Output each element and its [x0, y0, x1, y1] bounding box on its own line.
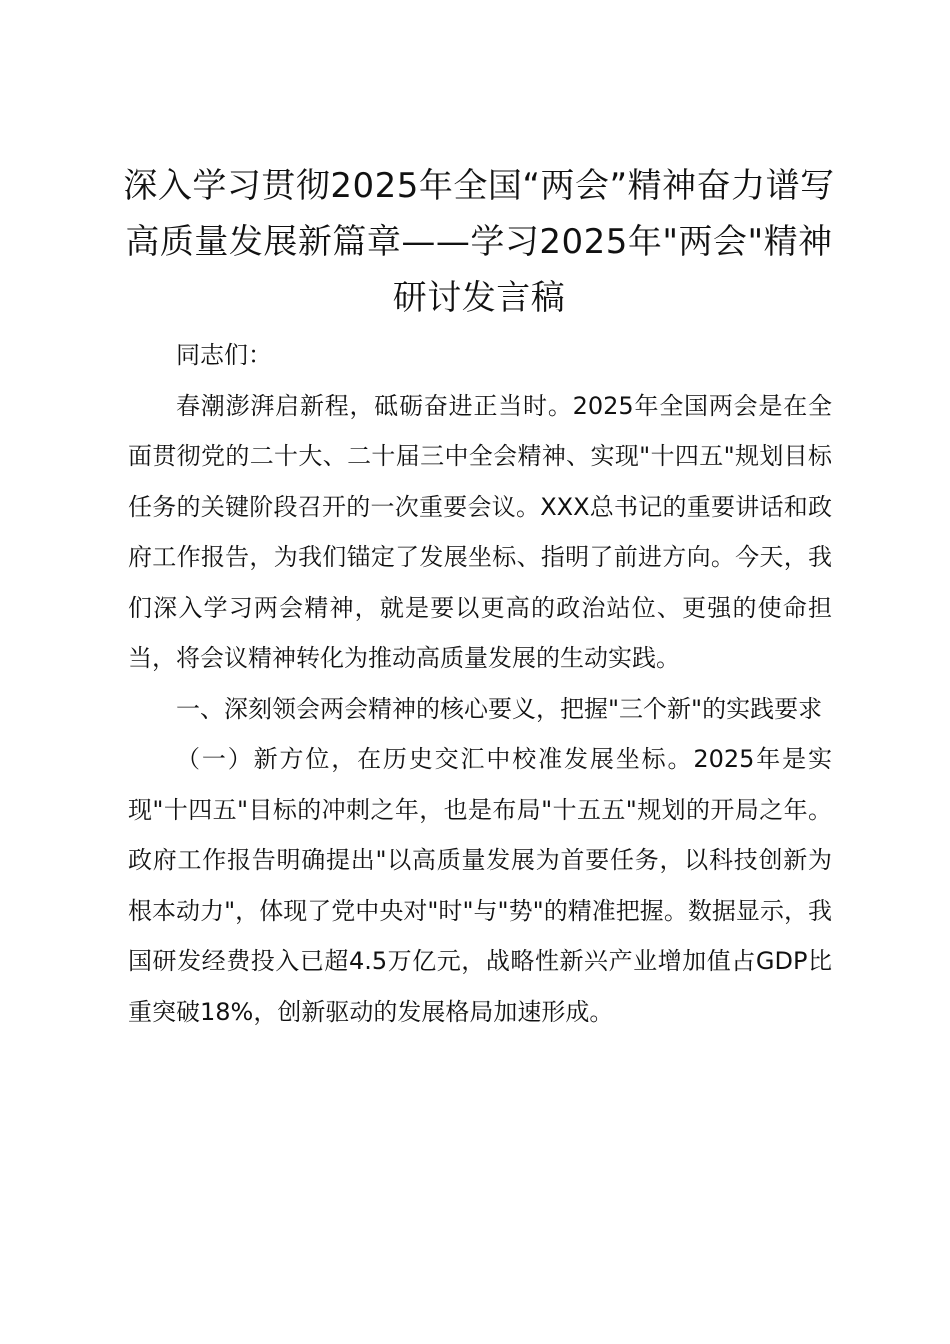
salutation: 同志们： — [176, 341, 272, 369]
document-title: 深入学习贯彻2025年全国“两会”精神奋力谱写高质量发展新篇章——学习2025年"两会"精神研讨发言稿 — [123, 166, 835, 318]
paragraph-subsection-1: （一）新方位，在历史交汇中校准发展坐标。2025年是实现"十四五"目标的冲刺之年，也是布局"十五五"规划的开局之年。政府工作报告明确提出"以高质量发展为首要任务，以科技创新为根本动力"，体现了党中央对"时"与"势"的精准把握。数据显示，我国研发经费投入已超4.5万亿元，战略性新兴产业增加值占GDP比重突破18%，创新驱动的发展格局加速形成。 — [128, 745, 832, 1026]
paragraph-intro: 春潮澎湃启新程，砥砺奋进正当时。2025年全国两会是在全面贯彻党的二十大、二十届三中全会精神、实现"十四五"规划目标任务的关键阶段召开的一次重要会议。XXX总书记的重要讲话和政府工作报告，为我们锚定了发展坐标、指明了前进方向。今天，我们深入学习两会精神，就是要以更高的政治站位、更强的使命担当，将会议精神转化为推动高质量发展的生动实践。 — [128, 391, 832, 672]
document-body — [128, 330, 832, 1037]
section-heading-1: 一、深刻领会两会精神的核心要义，把握"三个新"的实践要求 — [176, 694, 823, 723]
